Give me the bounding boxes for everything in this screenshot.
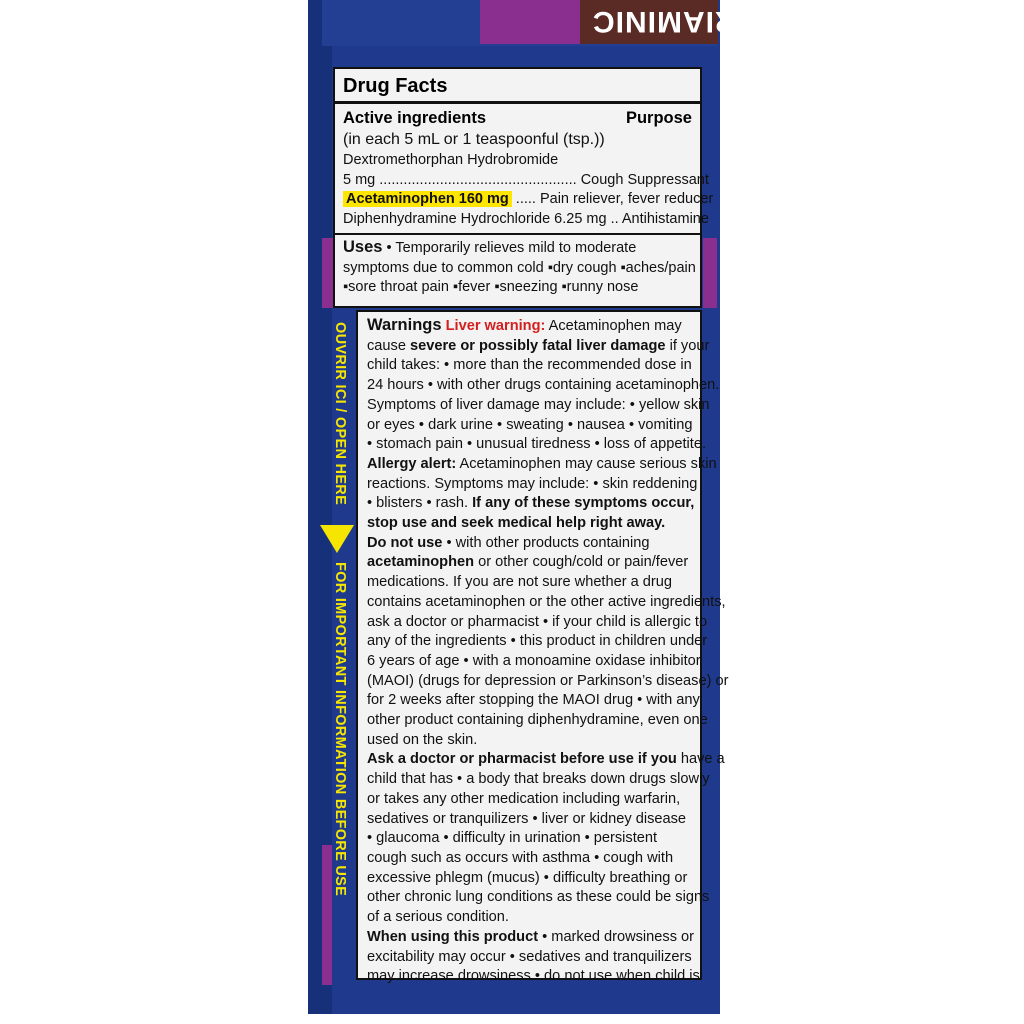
- warning-text: excessive phlegm (mucus) • difficulty breathing or: [367, 869, 688, 886]
- uses-section: [335, 235, 700, 306]
- purple-accent-right: [703, 238, 717, 308]
- when-using-label: When using this product: [367, 928, 539, 945]
- drug-facts-title: Drug Facts: [335, 69, 700, 104]
- warning-text: Acetaminophen may cause serious skin: [456, 455, 717, 472]
- warning-text-bold: If any of these symptoms occur,: [472, 495, 695, 512]
- warning-text: • with other products containing: [442, 534, 650, 551]
- package-top-flap: [322, 0, 756, 46]
- warning-text: reactions. Symptoms may include: • skin reddening: [367, 475, 698, 492]
- warning-text: or eyes • dark urine • sweating • nausea • vomiting: [367, 416, 693, 433]
- uses-heading: Uses: [343, 238, 383, 256]
- open-here-text: OUVRIR ICI / OPEN HERE: [332, 322, 348, 506]
- warning-text: Symptoms of liver damage may include: • yellow skin: [367, 396, 710, 413]
- warning-text: Acetaminophen may: [545, 318, 682, 334]
- acetaminophen-purpose: ..... Pain reliever, fever reducer: [515, 191, 714, 207]
- purple-accent-left-lower: [322, 845, 332, 985]
- warning-text: cough such as occurs with asthma • cough with: [367, 849, 674, 866]
- ingredient-line: Dextromethorphan Hydrobromide: [343, 152, 559, 168]
- acetaminophen-highlight: Acetaminophen 160 mg: [343, 191, 512, 207]
- warnings-heading: Warnings: [367, 316, 442, 334]
- ingredient-line: 5 mg ................................................. Cough Suppressant: [343, 171, 709, 188]
- per-dose-text: (in each 5 mL or 1 teaspoonful (tsp.)): [343, 131, 605, 148]
- warning-text: (MAOI) (drugs for depression or Parkinson’s disease) or: [367, 672, 729, 689]
- warning-text: other product containing diphenhydramine, even one: [367, 712, 708, 729]
- warning-text: • blisters • rash.: [367, 495, 473, 512]
- warning-text: sedatives or tranquilizers • liver or kidney disease: [367, 810, 687, 827]
- flap-purple-band: [480, 0, 580, 44]
- drug-facts-panel: [333, 67, 714, 308]
- warning-text: or other cough/cold or pain/fever: [474, 554, 689, 571]
- warning-text: 6 years of age • with a monoamine oxidase inhibitor: [367, 652, 701, 669]
- warning-text: have a: [676, 751, 725, 768]
- warning-text: of a serious condition.: [367, 909, 509, 926]
- warning-text: • glaucoma • difficulty in urination • persistent: [367, 830, 658, 847]
- do-not-use-label: Do not use: [367, 534, 443, 551]
- warning-text: excitability may occur • sedatives and tranquilizers: [367, 948, 692, 965]
- active-ingredients-section: [335, 104, 714, 235]
- warning-text-bold: stop use and seek medical help right away.: [367, 515, 666, 532]
- ingredient-line: Diphenhydramine Hydrochloride 6.25 mg .. Antihistamine: [343, 210, 709, 227]
- warning-text: child that has • a body that breaks down drugs slowly: [367, 771, 710, 788]
- warning-text: may increase drowsiness • do not use when child is: [367, 968, 700, 985]
- active-ingredients-heading: Active ingredients: [343, 109, 487, 127]
- uses-line: • Temporarily relieves mild to moderate: [386, 240, 637, 256]
- warning-text: any of the ingredients • this product in children under: [367, 633, 708, 650]
- warning-text-bold: acetaminophen: [367, 554, 475, 571]
- important-info-text: FOR IMPORTANT INFORMATION BEFORE USE: [332, 562, 348, 897]
- warnings-section: [356, 310, 729, 985]
- warning-text: contains acetaminophen or the other active ingredients,: [367, 593, 726, 610]
- ingredient-line-acetaminophen: [343, 190, 714, 210]
- brand-logo: TRIAMINIC: [592, 5, 756, 38]
- warning-text: if your: [665, 337, 710, 354]
- warning-text: used on the skin.: [367, 731, 478, 748]
- warning-text: medications. If you are not sure whether a drug: [367, 574, 673, 591]
- warning-text: cause: [367, 337, 410, 354]
- warning-text-bold: severe or possibly fatal liver damage: [410, 337, 666, 354]
- warning-text: • marked drowsiness or: [538, 928, 695, 945]
- warning-text: ask a doctor or pharmacist • if your child is allergic to: [367, 613, 708, 630]
- ask-doctor-label: Ask a doctor or pharmacist before use if you: [367, 751, 677, 768]
- uses-line: symptoms due to common cold ▪dry cough ▪aches/pain: [343, 259, 696, 276]
- purpose-heading: Purpose: [625, 109, 692, 127]
- warning-text: 24 hours • with other drugs containing acetaminophen.: [367, 377, 720, 394]
- warning-text: other chronic lung conditions as these could be signs: [367, 889, 710, 906]
- warning-text: for 2 weeks after stopping the MAOI drug • with any: [367, 692, 700, 709]
- allergy-alert-label: Allergy alert:: [367, 455, 457, 472]
- warning-text: child takes: • more than the recommended dose in: [367, 357, 692, 374]
- warning-text: or takes any other medication including warfarin,: [367, 790, 681, 807]
- liver-warning-label: Liver warning:: [445, 318, 546, 334]
- warning-text: • stomach pain • unusual tiredness • loss of appetite.: [367, 436, 707, 453]
- uses-line: ▪sore throat pain ▪fever ▪sneezing ▪runny nose: [343, 279, 639, 295]
- open-here-arrow-icon: [320, 525, 354, 553]
